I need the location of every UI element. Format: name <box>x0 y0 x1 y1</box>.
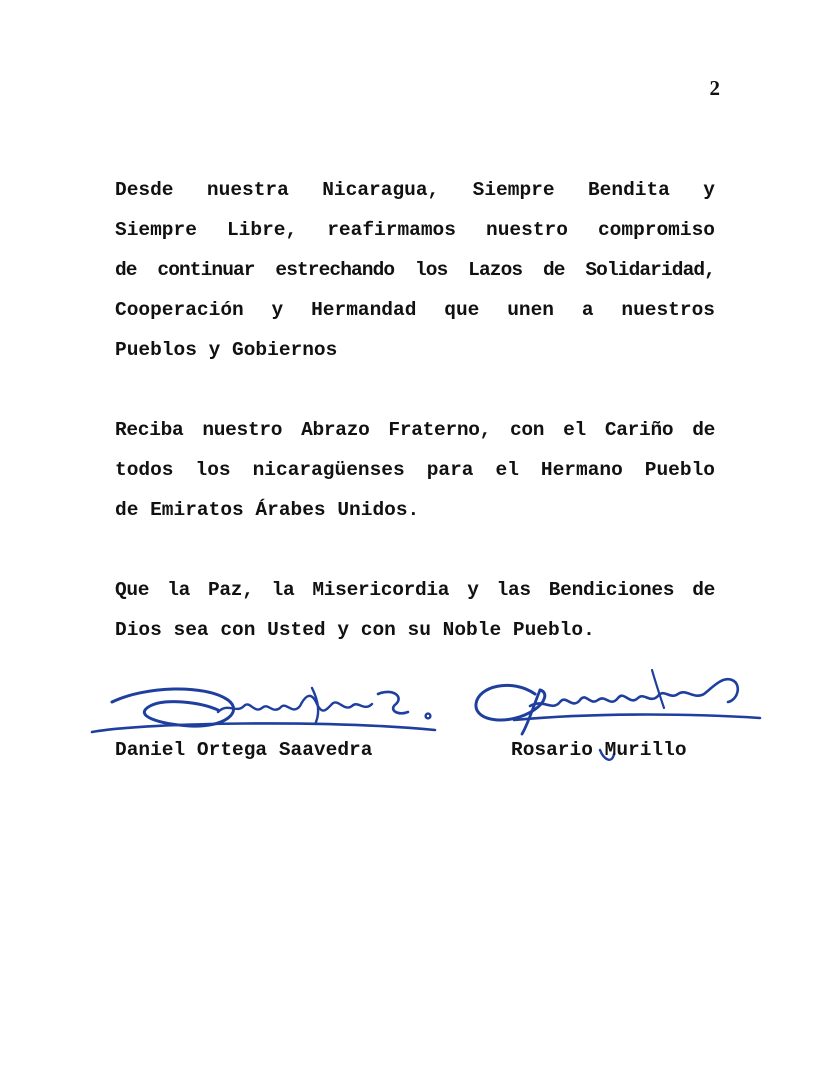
text-line: Pueblos y Gobiernos <box>115 339 338 361</box>
text-line: Siempre Libre, reafirmamos nuestro compromiso <box>115 219 715 241</box>
text-line: Cooperación y Hermandad que unen a nuestros <box>115 299 715 321</box>
text-line: Reciba nuestro Abrazo Fraterno, con el Cariño de <box>115 419 715 441</box>
page-number: 2 <box>709 76 720 100</box>
signer-name-rosario-murillo: Rosario Murillo <box>511 739 687 761</box>
text-line: de Emiratos Árabes Unidos. <box>115 499 420 521</box>
paragraph-blessing <box>115 570 715 650</box>
text-line: Dios sea con Usted y con su Noble Pueblo. <box>115 619 595 641</box>
paragraph-commitment <box>115 170 715 370</box>
text-line: todos los nicaragüenses para el Hermano Pueblo <box>115 459 715 481</box>
text-line: Que la Paz, la Misericordia y las Bendiciones de <box>115 579 715 601</box>
text-line: Desde nuestra Nicaragua, Siempre Bendita y <box>115 179 715 201</box>
text-line: de continuar estrechando los Lazos de Solidaridad, <box>115 259 715 281</box>
signer-name-daniel-ortega: Daniel Ortega Saavedra <box>115 739 373 761</box>
paragraph-embrace <box>115 410 715 530</box>
letter-body <box>115 170 715 690</box>
signature-daniel-ortega <box>92 688 435 732</box>
